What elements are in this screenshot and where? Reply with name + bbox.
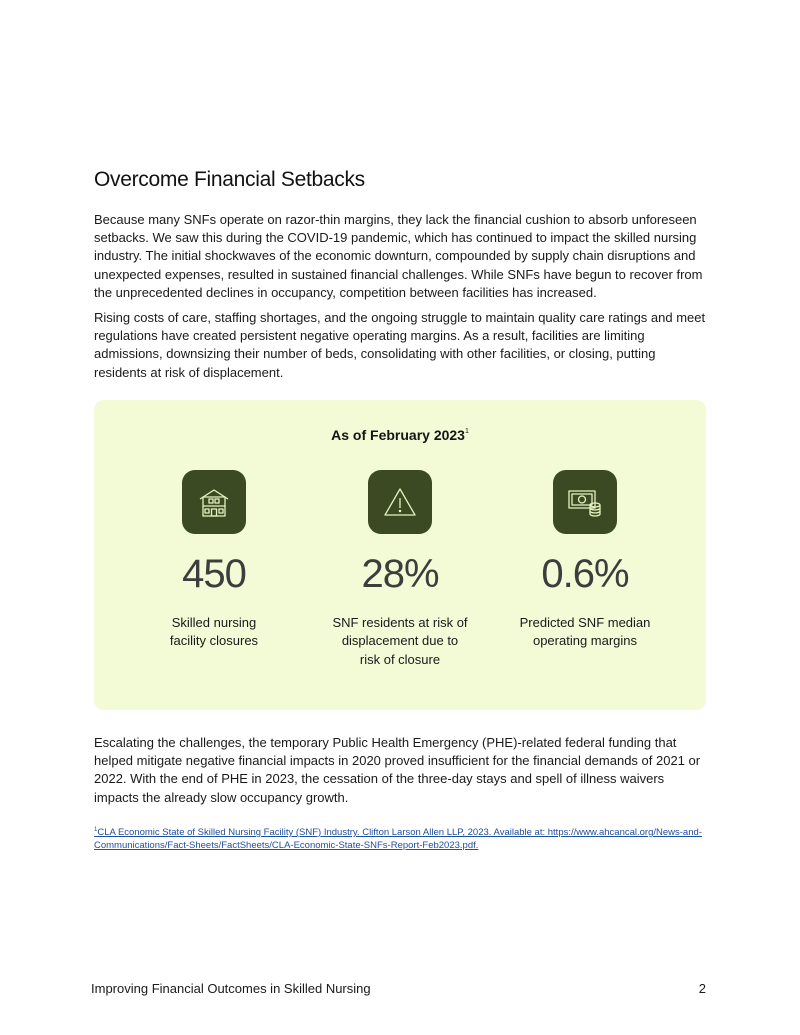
body-paragraph-1: Because many SNFs operate on razor-thin margins, they lack the financial cushion to absorb unforeseen setbacks. We saw this during the COVID-19 pandemic, which has continued to impact the skilled nursing industry. The initial shockwaves of the economic downturn, compounded by supply chain disruptions and unexpected expenses, resulted in sustained financial challenges. While SNFs have begun to recover from the unprecedented declines in occupancy, competition between facilities has increased.: [94, 212, 703, 300]
footnote-link[interactable]: CLA Economic State of Skilled Nursing Facility (SNF) Industry. Clifton Larson Allen LLP, 2023. Available at: https://www.ahcancal.org/News-and-Communications/Fact-Sheets/FactSheets/CLA-Economic-State-SNFs-Report-Feb2023.pdf.: [94, 827, 702, 851]
stat-value: 450: [182, 552, 246, 596]
money-coins-icon: [553, 470, 617, 534]
section-title: Overcome Financial Setbacks: [94, 168, 365, 191]
stat-operating-margins: [495, 470, 675, 651]
stats-heading-text: As of February 2023: [331, 427, 465, 443]
stats-heading-footnote-marker: 1: [464, 428, 469, 435]
stat-label: SNF residents at risk of displacement due to risk of closure: [332, 615, 468, 667]
footnote-marker: 1: [94, 827, 98, 833]
stats-heading: [94, 427, 706, 443]
stat-value: 0.6%: [541, 552, 629, 596]
body-paragraph-3: Escalating the challenges, the temporary Public Health Emergency (PHE)-related federal funding that helped mitigate negative financial impacts in 2020 proved insufficient for the financial demands of 2021 or 2022. With the end of PHE in 2023, the cessation of the three-day stays and spell of illness waivers impacts the already slow occupancy growth.: [94, 735, 701, 805]
footer-document-title: Improving Financial Outcomes in Skilled Nursing: [91, 981, 371, 996]
stat-residents-at-risk: [310, 470, 490, 669]
stat-label: Skilled nursing facility closures: [169, 615, 259, 649]
footnote: [94, 824, 714, 852]
page-number: 2: [698, 981, 706, 996]
stats-panel: [94, 400, 706, 710]
body-paragraph-2: Rising costs of care, staffing shortages, and the ongoing struggle to maintain quality care ratings and meet regulations have created persistent negative operating margins. As a result, facilities are limiting admissions, downsizing their number of beds, consolidating with other facilities, or closing, putting residents at risk of displacement.: [94, 310, 706, 380]
building-icon: [182, 470, 246, 534]
stat-value: 28%: [361, 552, 439, 596]
warning-icon: [368, 470, 432, 534]
stat-label: Predicted SNF median operating margins: [519, 615, 651, 649]
stat-closures: [124, 470, 304, 651]
